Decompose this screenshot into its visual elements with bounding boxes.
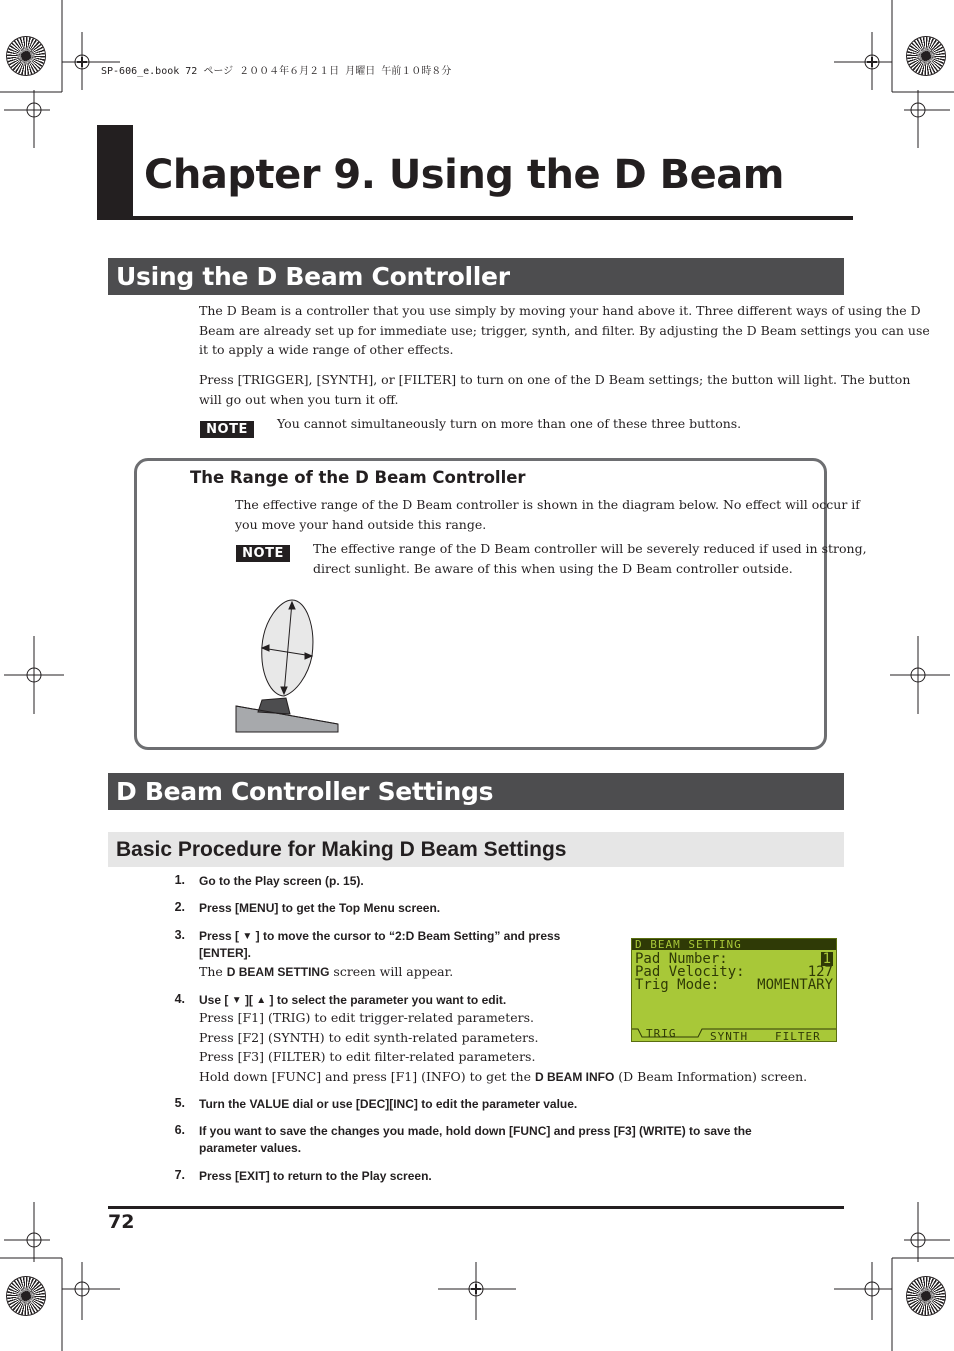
intro-paragraph xyxy=(199,301,930,360)
step-sub-line: Press [F2] (SYNTH) to edit synth-related parameters. xyxy=(199,1029,539,1045)
step-text: Turn the VALUE dial or use [DEC][INC] to edit the parameter value. xyxy=(199,1097,578,1111)
subsection-title-basic-procedure: Basic Procedure for Making D Beam Settings xyxy=(108,832,844,867)
range-line: The effective range of the D Beam controller is shown in the diagram below. No effect will occur if xyxy=(235,497,860,512)
lcd-d-beam-setting-screen xyxy=(631,938,837,1042)
lcd-value: 127 xyxy=(807,964,833,980)
lcd-value: MOMENTARY xyxy=(757,977,833,993)
lcd-tab-trig: TRIG xyxy=(646,1027,677,1040)
step-text xyxy=(199,1123,839,1157)
step-sub-part: (D Beam Information) screen. xyxy=(614,1068,808,1084)
step-number: 5. xyxy=(174,1096,185,1110)
lcd-label: Pad Velocity: xyxy=(635,964,745,980)
lcd-label: Pad Number: xyxy=(635,951,728,967)
chapter-bar xyxy=(97,125,133,219)
buttons-paragraph xyxy=(199,370,911,409)
range-line: you move your hand outside this range. xyxy=(235,516,487,532)
lcd-title: D BEAM SETTING xyxy=(632,939,836,950)
range-note-line: The effective range of the D Beam controller will be severely reduced if used in strong, xyxy=(313,541,867,556)
step-text: Press [EXIT] to return to the Play screen. xyxy=(199,1169,432,1183)
d-beam-range-diagram xyxy=(234,596,342,736)
lcd-tab-filter: FILTER xyxy=(775,1030,821,1043)
section-title-d-beam-settings: D Beam Controller Settings xyxy=(108,773,844,810)
step-number: 4. xyxy=(174,992,185,1006)
screen-name: D BEAM SETTING xyxy=(226,965,330,979)
lcd-tab-synth: SYNTH xyxy=(710,1030,749,1043)
footer-rule xyxy=(108,1206,844,1209)
page-number: 72 xyxy=(108,1211,135,1233)
intro-line: Beam are already set up for immediate use; trigger, synth, and filter. By adjusting the D Beam settings you can use xyxy=(199,322,930,338)
intro-line: it to apply a wide range of other effects. xyxy=(199,342,454,357)
buttons-line: will go out when you turn it off. xyxy=(199,391,399,407)
step-text-part: [ENTER]. xyxy=(199,946,251,960)
step-sub-line: Press [F3] (FILTER) to edit filter-related parameters. xyxy=(199,1049,536,1064)
step-number: 2. xyxy=(174,900,185,914)
range-note xyxy=(313,539,867,578)
step-text-part: ][ xyxy=(244,993,253,1007)
step-sub-line xyxy=(199,1067,819,1088)
step-text-line: If you want to save the changes you made, hold down [FUNC] and press [F3] (WRITE) to save the xyxy=(199,1124,752,1138)
up-arrow-icon: ▲ xyxy=(256,995,267,1006)
step-sub-text xyxy=(199,962,453,983)
note-text: You cannot simultaneously turn on more than one of these three buttons. xyxy=(277,416,742,431)
down-arrow-icon: ▼ xyxy=(242,931,253,942)
buttons-line: Press [TRIGGER], [SYNTH], or [FILTER] to turn on one of the D Beam settings; the button will light. The button xyxy=(199,372,911,387)
step-text-part: ] to move the cursor to “2:D Beam Setting” and press xyxy=(255,929,561,943)
down-arrow-icon: ▼ xyxy=(231,995,242,1006)
lcd-value-selected: 1 xyxy=(822,951,831,967)
step-number: 6. xyxy=(174,1123,185,1137)
step-text-part: Press [ xyxy=(199,929,240,943)
step-number: 7. xyxy=(174,1168,185,1182)
range-title: The Range of the D Beam Controller xyxy=(190,468,526,487)
step-text xyxy=(199,992,506,1009)
section-title-using-d-beam: Using the D Beam Controller xyxy=(108,258,844,295)
step-text: Press [MENU] to get the Top Menu screen. xyxy=(199,901,441,915)
step-text-part: Use [ xyxy=(199,993,229,1007)
screen-name: D BEAM INFO xyxy=(534,1069,615,1084)
intro-line: The D Beam is a controller that you use simply by moving your hand above it. Three different ways of using the D xyxy=(199,303,921,318)
step-text: Go to the Play screen (p. 15). xyxy=(199,874,364,888)
d-beam-sensor xyxy=(258,698,290,714)
step-number: 3. xyxy=(174,928,185,942)
step-text xyxy=(199,928,619,962)
note-badge: NOTE xyxy=(236,545,290,562)
step-sub-line: Press [F1] (TRIG) to edit trigger-related parameters. xyxy=(199,1010,534,1025)
range-paragraph xyxy=(235,495,860,534)
chapter-title: Chapter 9. Using the D Beam xyxy=(144,152,784,198)
lcd-row-trig-mode xyxy=(635,978,833,992)
range-note-line: direct sunlight. Be aware of this when using the D Beam controller outside. xyxy=(313,560,793,576)
step-number: 1. xyxy=(174,873,185,887)
lcd-label: Trig Mode: xyxy=(635,977,720,993)
step-sub-part: Hold down [FUNC] and press [F1] (INFO) to get the xyxy=(199,1068,535,1084)
step-sub-part: The xyxy=(199,964,227,979)
step-text-line: parameter values. xyxy=(199,1141,302,1155)
note-badge: NOTE xyxy=(200,421,254,438)
step-text-part: ] to select the parameter you want to edit. xyxy=(269,993,507,1007)
step-sub-part: screen will appear. xyxy=(329,964,454,979)
chapter-rule xyxy=(97,216,853,220)
file-header-line: SP-606_e.book 72 ページ ２００４年６月２１日 月曜日 午前１０時８分 xyxy=(101,66,452,77)
